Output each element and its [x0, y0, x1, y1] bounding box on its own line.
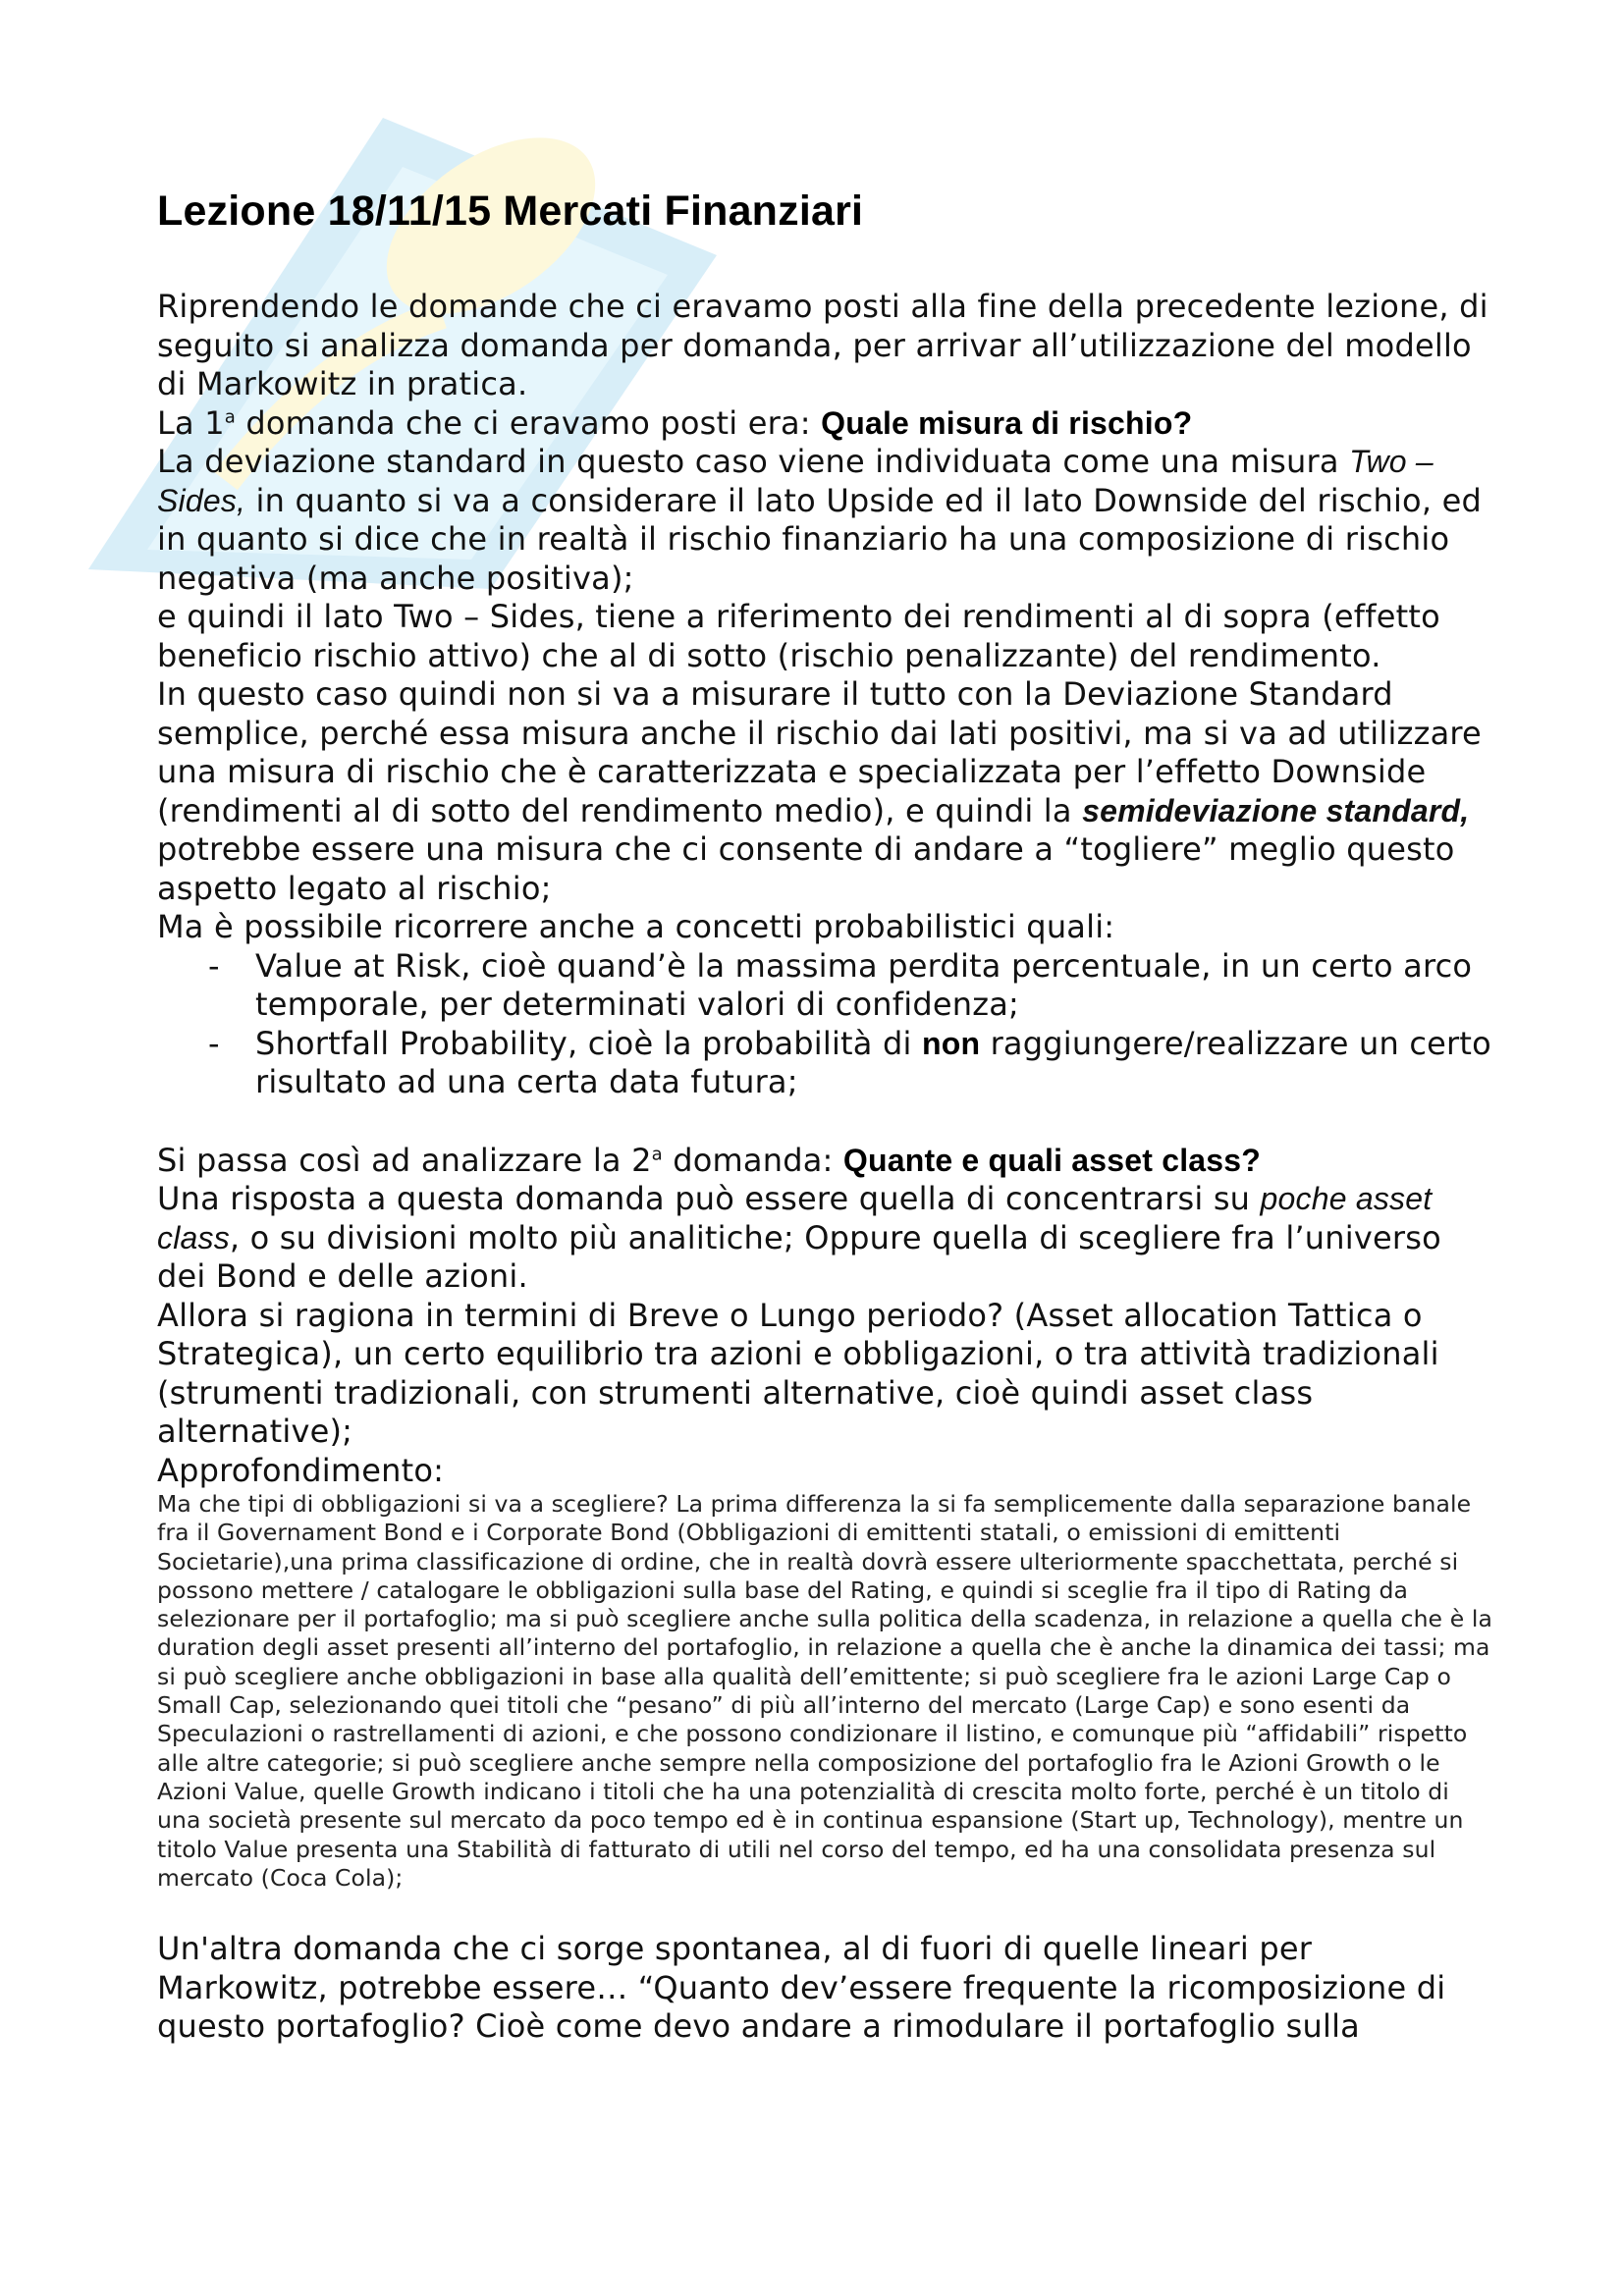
paragraph-semideviation: In questo caso quindi non si va a misurare il tutto con la Deviazione Standard semplice, perché essa misura anche il rischio dai lati positivi, ma si va ad utilizzare una misura di rischio che è caratterizzata e specializzata per l’effetto Downside (rendimenti al di sotto del rendimento medio), e quindi la semideviazione standard, potrebbe essere una misura che ci consente di andare a “togliere” meglio questo aspetto legato al rischio;: [157, 675, 1482, 907]
deep-dive-text: Ma che tipi di obbligazioni si va a scegliere? La prima differenza la si fa semplicemente dalla separazione banale fra il Governament Bond e i Corporate Bond (Obbligazioni di emittenti statali, o emissioni di emittenti Societarie),una prima classificazione di ordine, che in realtà dovrà essere ulteriormente spacchettata, perché si possono mettere / catalogare le obbligazioni sulla base del Rating, e quindi si sceglie fra il tipo di Rating da selezionare per il portafoglio; ma si può scegliere anche sulla politica della scadenza, in relazione a quella che è la duration degli asset presenti all’interno del portafoglio, in relazione a quella che è anche la dinamica dei tassi; ma si può scegliere anche obbligazioni in base alla qualità dell’emittente; si può scegliere fra le azioni Large Cap o Small Cap, selezionando quei titoli che “pesano” di più all’interno del mercato (Large Cap) e sono esenti da Speculazioni o rastrellamenti di azioni, e che possono condizionare il listino, e comunque più “affidabili” rispetto alle altre categorie; si può scegliere anche sempre nella composizione del portafoglio fra le Azioni Growth o le Azioni Value, quelle Growth indicano i titoli che ha una potenzialità di crescita molto forte, perché è un titolo di una società presente sul mercato da poco tempo ed è in continua espansione (Start up, Technology), mentre un titolo Value presenta una Stabilità di fatturato di utili nel corso del tempo, ed ha una consolidata presenza sul mercato (Coca Cola);: [157, 1490, 1492, 1892]
paragraph-approfondimento: Approfondimento:: [157, 1451, 445, 1489]
list-item: - Value at Risk, cioè quand’è la massima perdita percentuale, in un certo arco temporale, per determinati valori di confidenza;: [157, 947, 1492, 1025]
question-1: La 1$^a$ domanda che ci eravamo posti era: Quale misura di rischio?: [157, 403, 1193, 442]
paragraph-deviation: La deviazione standard in questo caso viene individuata come una misura Two – Sides, in quanto si va a considerare il lato Upside ed il lato Downside del rischio, ed in quanto si dice che in realtà il rischio finanziario ha una composizione di rischio negativa (ma anche positiva);: [157, 443, 1482, 597]
paragraph-two-sides: e quindi il lato Two – Sides, tiene a riferimento dei rendimenti al di sopra (effetto beneficio rischio attivo) che al di sotto (rischio penalizzante) del rendimento.: [157, 598, 1440, 674]
intro-paragraph: Riprendendo le domande che ci eravamo posti alla fine della precedente lezione, di seguito si analizza domanda per domanda, per arrivar all’utilizzazione del modello di Markowitz in pratica.: [157, 288, 1488, 402]
question-2: Si passa così ad analizzare la 2$^a$ domanda: Quante e quali asset class?: [157, 1141, 1262, 1179]
paragraph-asset-class: Una risposta a questa domanda può essere quella di concentrarsi su poche asset class, o su divisioni molto più analitiche; Oppure quella di scegliere fra l’universo dei Bond e delle azioni.: [157, 1180, 1441, 1295]
page-title: Lezione 18/11/15 Mercati Finanziari: [157, 187, 864, 235]
risk-list: [157, 947, 1492, 1102]
paragraph-period: Allora si ragiona in termini di Breve o Lungo periodo? (Asset allocation Tattica o Strategica), un certo equilibrio tra azioni e obbligazioni, o tra attività tradizionali (strumenti tradizionali, con strumenti alternative, cioè quindi asset class alternative);: [157, 1296, 1439, 1450]
question-2-bold: Quante e quali asset class?: [842, 1142, 1262, 1178]
list-item: - Shortfall Probability, cioè la probabilità di non raggiungere/realizzare un certo risultato ad una certa data futura;: [157, 1025, 1492, 1102]
paragraph-probabilistic: Ma è possibile ricorrere anche a concetti probabilistici quali:: [157, 908, 1115, 945]
question-1-bold: Quale misura di rischio?: [821, 404, 1193, 441]
document-page: [157, 187, 1492, 2047]
paragraph-rebalancing: Un'altra domanda che ci sorge spontanea, al di fuori di quelle lineari per Markowitz, potrebbe essere… “Quanto dev’essere frequente la ricomposizione di questo portafoglio? Cioè come devo andare a rimodulare il portafoglio sulla: [157, 1930, 1446, 2046]
